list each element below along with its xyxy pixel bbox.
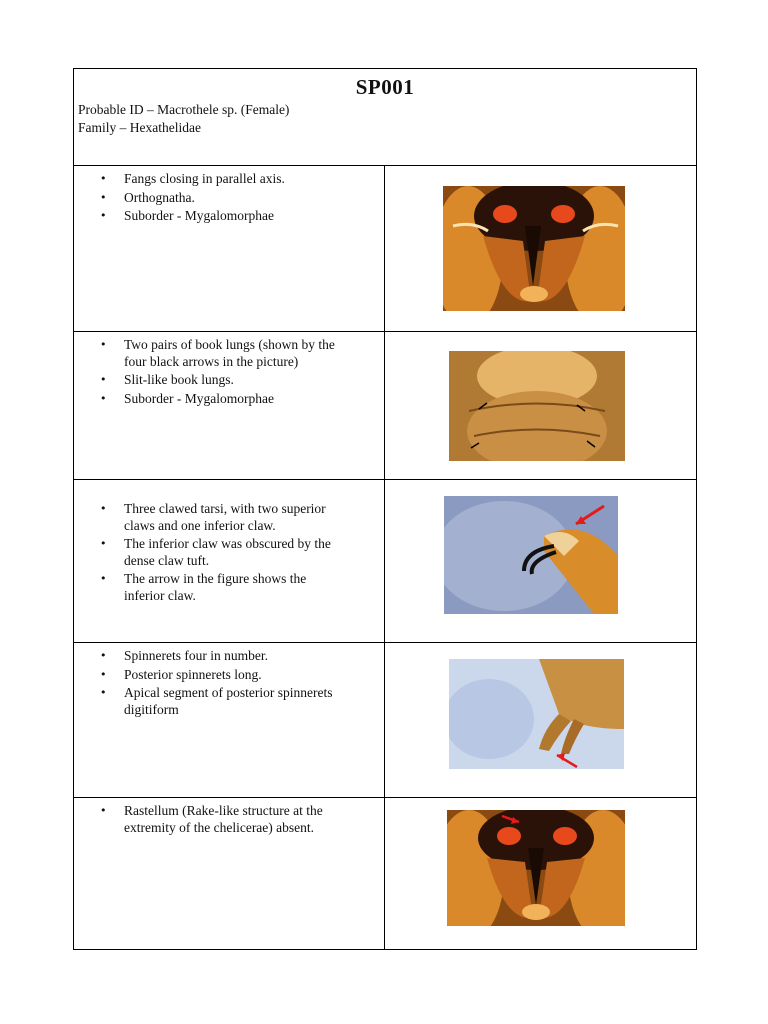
feature-image-cell bbox=[385, 166, 696, 331]
feature-row-book-lungs bbox=[74, 332, 696, 480]
feature-item: • Posterior spinnerets long. bbox=[100, 667, 350, 684]
feature-image-cell bbox=[385, 480, 696, 642]
book-lungs-photo bbox=[449, 351, 625, 461]
feature-list bbox=[100, 171, 350, 227]
spinnerets-photo bbox=[449, 659, 624, 769]
specimen-sheet bbox=[73, 68, 697, 950]
tarsal-claws-photo bbox=[444, 496, 618, 614]
feature-item: • Slit-like book lungs. bbox=[100, 372, 350, 389]
specimen-code: SP001 bbox=[355, 75, 415, 99]
feature-text-cell bbox=[74, 480, 385, 642]
feature-row-tarsal-claws bbox=[74, 480, 696, 643]
feature-list bbox=[100, 501, 350, 606]
feature-row-fangs bbox=[74, 166, 696, 332]
family: Family – Hexathelidae bbox=[78, 120, 201, 135]
feature-item: • Fangs closing in parallel axis. bbox=[100, 171, 350, 188]
feature-item: • Apical segment of posterior spinnerets digitiform bbox=[100, 685, 350, 718]
sheet-header bbox=[74, 69, 696, 166]
feature-image-cell bbox=[385, 332, 696, 479]
feature-text-cell bbox=[74, 798, 385, 949]
fangs-photo bbox=[443, 186, 625, 311]
chelicerae-photo bbox=[447, 810, 625, 926]
feature-item: • The arrow in the figure shows the inferior claw. bbox=[100, 571, 350, 604]
feature-row-spinnerets bbox=[74, 643, 696, 798]
feature-list bbox=[100, 337, 350, 409]
feature-text-cell bbox=[74, 166, 385, 331]
feature-item: • Two pairs of book lungs (shown by the four black arrows in the picture) bbox=[100, 337, 350, 370]
feature-item: • Suborder - Mygalomorphae bbox=[100, 208, 350, 225]
feature-list bbox=[100, 648, 350, 720]
feature-text-cell bbox=[74, 643, 385, 797]
feature-row-rastellum bbox=[74, 798, 696, 949]
identification-block bbox=[78, 101, 289, 137]
feature-item: • Suborder - Mygalomorphae bbox=[100, 391, 350, 408]
feature-item: • Rastellum (Rake-like structure at the extremity of the chelicerae) absent. bbox=[100, 803, 350, 836]
feature-list bbox=[100, 803, 350, 838]
feature-text-cell bbox=[74, 332, 385, 479]
feature-item: • Spinnerets four in number. bbox=[100, 648, 350, 665]
probable-id: Probable ID – Macrothele sp. (Female) bbox=[78, 102, 290, 117]
feature-image-cell bbox=[385, 798, 696, 949]
feature-item: • Orthognatha. bbox=[100, 190, 350, 207]
feature-item: • The inferior claw was obscured by the dense claw tuft. bbox=[100, 536, 350, 569]
feature-item: • Three clawed tarsi, with two superior claws and one inferior claw. bbox=[100, 501, 350, 534]
feature-image-cell bbox=[385, 643, 696, 797]
